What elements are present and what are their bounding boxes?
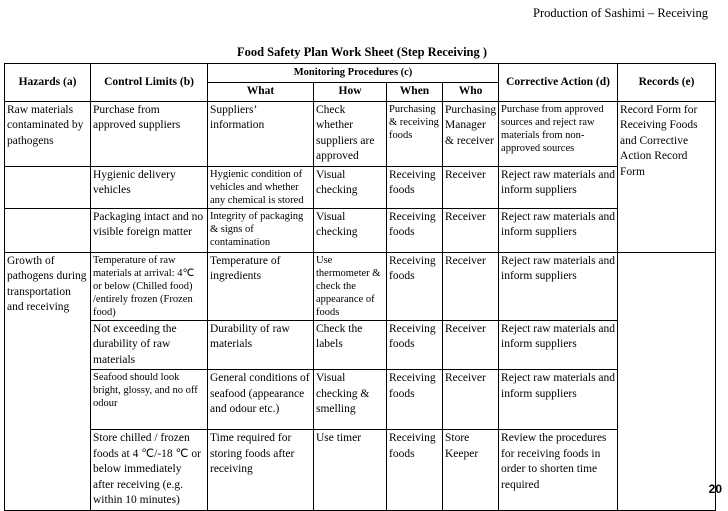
table-row xyxy=(5,101,716,166)
control-cell: Store chilled / frozen foods at 4 ℃/-18 ℃ or below immediately after receiving (e.g. within 10 minutes) xyxy=(91,430,208,511)
col-when: When xyxy=(387,83,443,102)
how-cell: Visual checking xyxy=(314,166,387,208)
who-cell: Receiver xyxy=(443,320,499,370)
what-cell: General conditions of seafood (appearance and odour etc.) xyxy=(208,370,314,430)
when-cell: Receiving foods xyxy=(387,208,443,252)
table-row xyxy=(5,430,716,511)
what-cell: Durability of raw materials xyxy=(208,320,314,370)
how-cell: Visual checking xyxy=(314,208,387,252)
col-how: How xyxy=(314,83,387,102)
what-cell: Hygienic condition of vehicles and whether any chemical is stored xyxy=(208,166,314,208)
table-row xyxy=(5,370,716,430)
corrective-cell: Reject raw materials and inform suppliers xyxy=(499,252,618,320)
col-corrective: Corrective Action (d) xyxy=(499,64,618,102)
worksheet-title xyxy=(0,45,728,60)
when-cell: Receiving foods xyxy=(387,370,443,430)
who-cell: Store Keeper xyxy=(443,430,499,511)
col-who: Who xyxy=(443,83,499,102)
what-cell: Suppliers’ information xyxy=(208,101,314,166)
how-cell: Visual checking & smelling xyxy=(314,370,387,430)
how-cell: Use timer xyxy=(314,430,387,511)
who-cell: Receiver xyxy=(443,370,499,430)
hazard-cell-empty xyxy=(5,208,91,252)
corrective-cell: Reject raw materials and inform suppliers xyxy=(499,320,618,370)
who-cell: Purchasing Manager & receiver xyxy=(443,101,499,166)
when-cell: Purchasing & receiving foods xyxy=(387,101,443,166)
corrective-cell: Purchase from approved sources and reject raw materials from non-approved sources xyxy=(499,101,618,166)
col-monitoring: Monitoring Procedures (c) xyxy=(208,64,499,83)
hazard-cell: Growth of pathogens during transportation and receiving xyxy=(5,252,91,510)
control-cell: Purchase from approved suppliers xyxy=(91,101,208,166)
records-cell-empty xyxy=(618,252,716,510)
table-row xyxy=(5,166,716,208)
how-cell: Check the labels xyxy=(314,320,387,370)
when-cell: Receiving foods xyxy=(387,166,443,208)
table-row xyxy=(5,208,716,252)
who-cell: Receiver xyxy=(443,252,499,320)
control-cell: Packaging intact and no visible foreign matter xyxy=(91,208,208,252)
control-cell: Seafood should look bright, glossy, and no off odour xyxy=(91,370,208,430)
corrective-cell: Reject raw materials and inform suppliers xyxy=(499,370,618,430)
how-cell: Use thermometer & check the appearance of foods xyxy=(314,252,387,320)
when-cell: Receiving foods xyxy=(387,320,443,370)
col-hazards: Hazards (a) xyxy=(5,64,91,102)
col-records: Records (e) xyxy=(618,64,716,102)
what-cell: Temperature of ingredients xyxy=(208,252,314,320)
when-cell: Receiving foods xyxy=(387,430,443,511)
table-row xyxy=(5,320,716,370)
col-control-limits: Control Limits (b) xyxy=(91,64,208,102)
corrective-cell: Review the procedures for receiving foods in order to shorten time required xyxy=(499,430,618,511)
corrective-cell: Reject raw materials and inform suppliers xyxy=(499,166,618,208)
header-title: Production of Sashimi – Receiving xyxy=(533,6,708,20)
who-cell: Receiver xyxy=(443,166,499,208)
control-cell: Hygienic delivery vehicles xyxy=(91,166,208,208)
food-safety-table xyxy=(4,63,716,511)
what-cell: Time required for storing foods after receiving xyxy=(208,430,314,511)
who-cell: Receiver xyxy=(443,208,499,252)
hazard-cell: Raw materials contaminated by pathogens xyxy=(5,101,91,166)
control-cell: Temperature of raw materials at arrival: 4℃ or below (Chilled food) /entirely frozen (Frozen food) xyxy=(91,252,208,320)
corrective-cell: Reject raw materials and inform suppliers xyxy=(499,208,618,252)
when-cell: Receiving foods xyxy=(387,252,443,320)
how-cell: Check whether suppliers are approved xyxy=(314,101,387,166)
table-row xyxy=(5,252,716,320)
records-cell: Record Form for Receiving Foods and Corrective Action Record Form xyxy=(618,101,716,252)
worksheet-title-text: Food Safety Plan Work Sheet (Step Receiving ) xyxy=(236,45,488,59)
what-cell: Integrity of packaging & signs of contamination xyxy=(208,208,314,252)
hazard-cell-empty xyxy=(5,166,91,208)
control-cell: Not exceeding the durability of raw materials xyxy=(91,320,208,370)
page-number: 20 xyxy=(708,482,722,496)
col-what: What xyxy=(208,83,314,102)
